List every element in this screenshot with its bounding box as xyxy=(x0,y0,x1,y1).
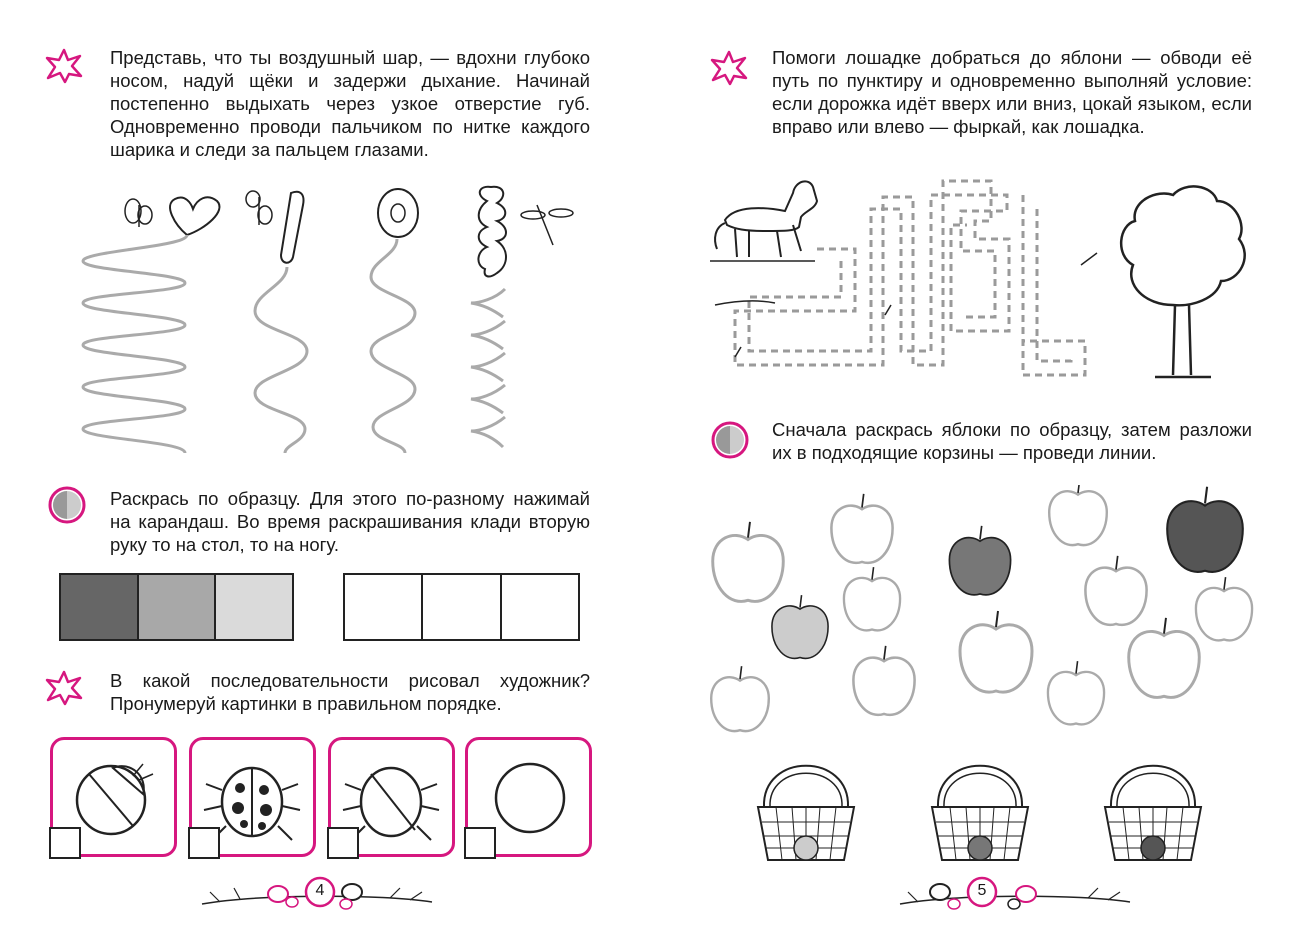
page-number-left: 4 xyxy=(315,882,325,899)
sample-dark xyxy=(61,575,139,639)
task-coloring-instruction: Раскрась по образцу. Для этого по-разному нажимай на карандаш. Во время раскрашивания клади вторую руку то на стол, то на ногу. xyxy=(110,488,590,555)
number-checkbox[interactable] xyxy=(188,827,220,859)
apple-icon xyxy=(1085,556,1146,625)
apple-icon xyxy=(713,522,784,602)
number-checkbox[interactable] xyxy=(464,827,496,859)
basket-icon xyxy=(758,766,854,860)
ladybug-card-3 xyxy=(328,737,455,857)
apple-icon xyxy=(1048,661,1104,724)
empty-cell[interactable] xyxy=(423,575,501,639)
butterfly-icon xyxy=(246,191,272,225)
sample-medium xyxy=(139,575,217,639)
empty-cell[interactable] xyxy=(502,575,578,639)
bird-icon xyxy=(340,884,362,909)
sample-light xyxy=(216,575,292,639)
ladybug-card-2 xyxy=(189,737,316,857)
ladybug-card-4 xyxy=(465,737,592,857)
apple-icon xyxy=(1196,577,1252,640)
apples-illustration xyxy=(700,485,1260,740)
long-balloon xyxy=(281,192,304,263)
task-sequence-instruction: В какой последовательности рисовал художник? Пронумеруй картинки в правильном порядке. xyxy=(110,670,590,714)
ladybug-card-1 xyxy=(50,737,177,857)
apple-icon xyxy=(960,611,1032,692)
apple-icon xyxy=(1167,487,1243,572)
apple-icon xyxy=(1049,485,1107,545)
branch-icon xyxy=(898,872,1133,922)
apple-icon xyxy=(949,526,1010,595)
bird-icon xyxy=(268,886,298,907)
task-apples-instruction: Сначала раскрась яблоки по образцу, затем разложи их в подходящие корзины — проведи линии. xyxy=(772,419,1252,463)
star-burst-icon xyxy=(710,50,748,86)
half-circle-icon xyxy=(710,420,750,460)
heart-balloon xyxy=(170,197,219,235)
baskets-illustration[interactable] xyxy=(750,752,1260,867)
maze-path xyxy=(735,181,1085,375)
apple-icon xyxy=(772,595,828,658)
task-breathing-instruction: Представь, что ты воздушный шар, — вдохни глубоко носом, надуй щёки и задержи дыхание. Начинай постепенно выдыхать через узкое отверстие губ. Одновременно проводи пальчиком по нитке каждого шарика и следи за пальцем глазами. xyxy=(110,47,590,160)
bumpy-balloon xyxy=(478,187,506,277)
bird-icon xyxy=(930,884,960,909)
basket-icon xyxy=(1105,766,1201,860)
empty-color-strip[interactable] xyxy=(343,573,580,641)
empty-cell[interactable] xyxy=(345,575,423,639)
bird-icon xyxy=(1008,886,1036,909)
horse-maze-illustration xyxy=(705,165,1255,390)
butterfly-icon xyxy=(125,199,152,227)
half-circle-icon xyxy=(47,485,87,525)
horse-icon xyxy=(715,181,817,257)
dragonfly-icon xyxy=(521,205,573,245)
balloon-icon xyxy=(378,189,418,237)
apple-icon xyxy=(831,494,892,563)
star-burst-icon xyxy=(45,670,83,706)
number-checkbox[interactable] xyxy=(327,827,359,859)
apple-icon xyxy=(853,646,914,715)
apple-icon xyxy=(1129,618,1200,698)
tree-icon xyxy=(1121,186,1245,377)
task-maze-instruction: Помоги лошадке добраться до яблони — обводи её путь по пунктиру и одновременно выполняй условие: если дорожка идёт вверх или вниз, цокай языком, если вправо или влево — фыркай, как лошадка. xyxy=(772,47,1252,137)
basket-icon xyxy=(932,766,1028,860)
apple-icon xyxy=(711,666,769,731)
number-checkbox[interactable] xyxy=(49,827,81,859)
balloons-tracing-illustration xyxy=(75,185,575,460)
apple-icon xyxy=(844,567,900,630)
page-number-right: 5 xyxy=(977,882,987,899)
star-burst-icon xyxy=(45,48,83,84)
sample-color-strip xyxy=(59,573,294,641)
